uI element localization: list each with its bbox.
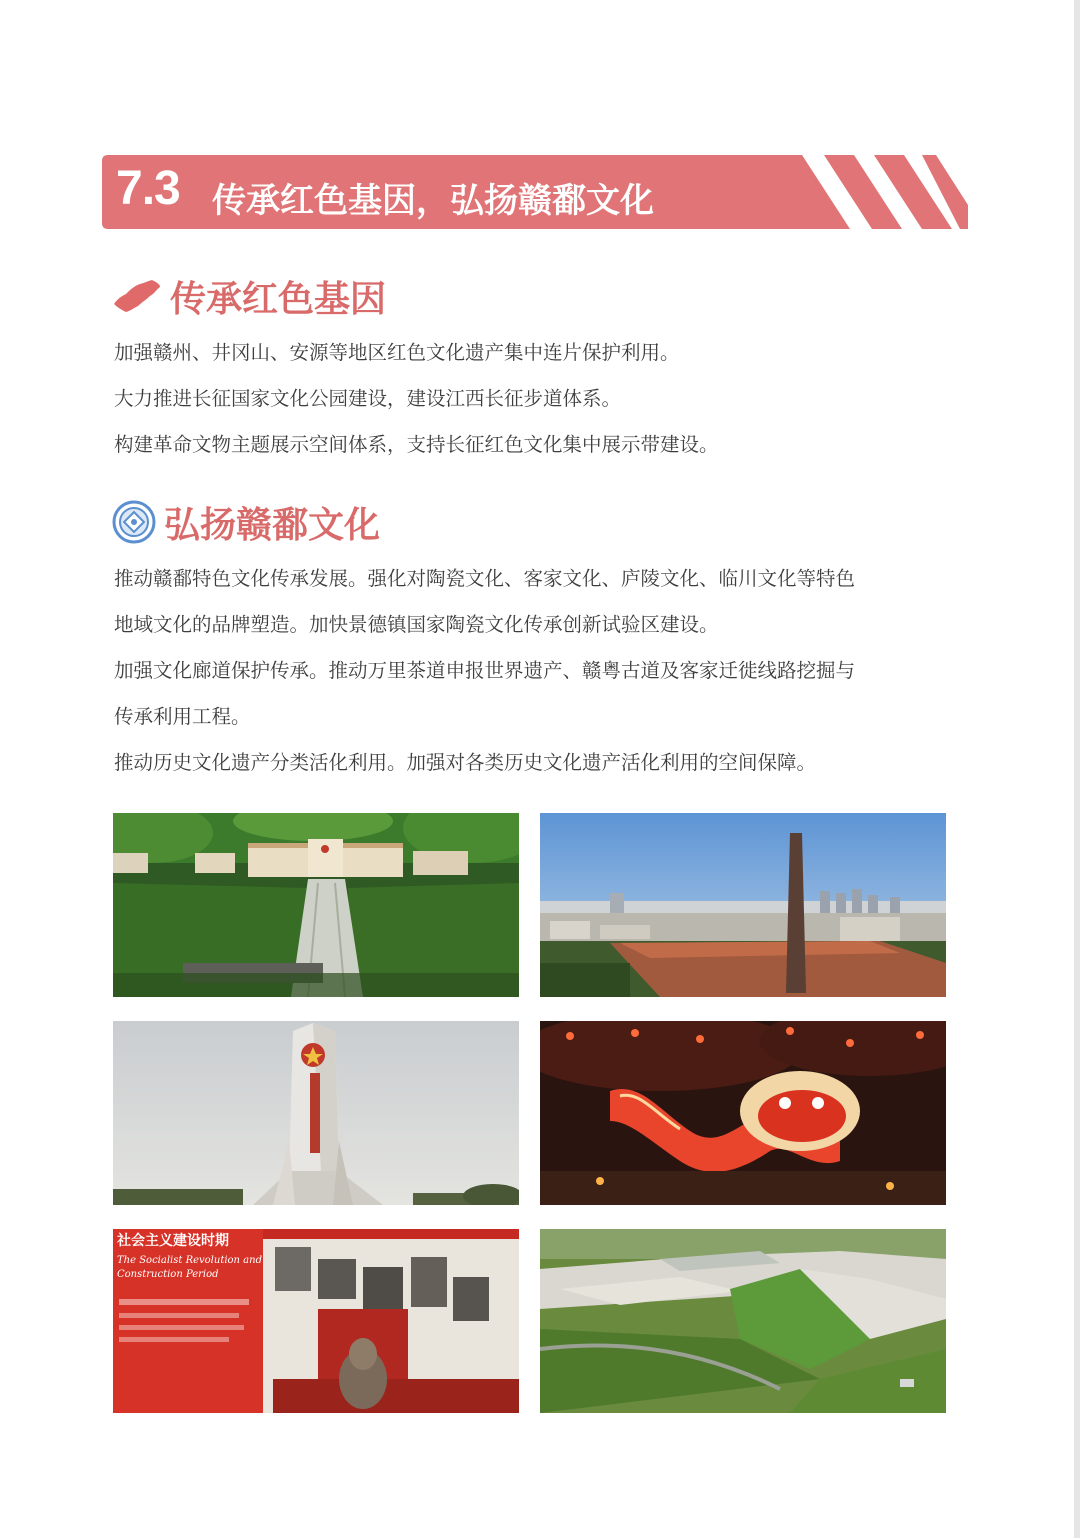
paragraph-line: 地域文化的品牌塑造。加快景德镇国家陶瓷文化传承创新试验区建设。 <box>114 613 719 636</box>
paragraph-line: 加强赣州、井冈山、安源等地区红色文化遗产集中连片保护利用。 <box>114 341 680 364</box>
photo-factory-chimney <box>540 813 946 997</box>
section-number: 7.3 <box>116 162 180 215</box>
paragraph-line: 加强文化廊道保护传承。推动万里茶道申报世界遗产、赣粤古道及客家迁徙线路挖掘与 <box>114 659 856 682</box>
photo-dragon-lantern <box>540 1021 946 1205</box>
subsection-ganpo-heading <box>112 494 380 550</box>
photo-memorial-hall <box>113 813 519 997</box>
paragraph-line: 构建革命文物主题展示空间体系，支持长征红色文化集中展示带建设。 <box>114 433 719 456</box>
photo-monument <box>113 1021 519 1205</box>
paragraph-line: 推动赣鄱特色文化传承发展。强化对陶瓷文化、客家文化、庐陵文化、临川文化等特色 <box>114 567 856 590</box>
red-gene-text <box>114 330 964 468</box>
paragraph-line: 推动历史文化遗产分类活化利用。加强对各类历史文化遗产活化利用的空间保障。 <box>114 751 817 774</box>
ganpo-culture-text <box>114 556 964 786</box>
subsection-title: 弘扬赣鄱文化 <box>164 504 381 546</box>
subsection-title: 传承红色基因 <box>170 278 387 320</box>
map-silhouette-icon <box>112 278 162 314</box>
section-banner <box>102 155 968 229</box>
circular-emblem-icon <box>112 500 156 544</box>
subsection-red-gene-heading <box>112 268 386 324</box>
section-title: 传承红色基因，弘扬赣鄱文化 <box>212 181 654 221</box>
photo-exhibition-wall <box>113 1229 519 1413</box>
paragraph-line: 传承利用工程。 <box>114 705 251 728</box>
photo-museum-green-roof <box>540 1229 946 1413</box>
exhibit-title-cn: 社会主义建设时期 <box>117 1233 229 1249</box>
exhibit-caption-line1: The Socialist Revolution and <box>117 1255 262 1266</box>
exhibit-caption-line2: Construction Period <box>117 1269 219 1280</box>
page-edge <box>1074 0 1080 1538</box>
paragraph-line: 大力推进长征国家文化公园建设，建设江西长征步道体系。 <box>114 387 622 410</box>
